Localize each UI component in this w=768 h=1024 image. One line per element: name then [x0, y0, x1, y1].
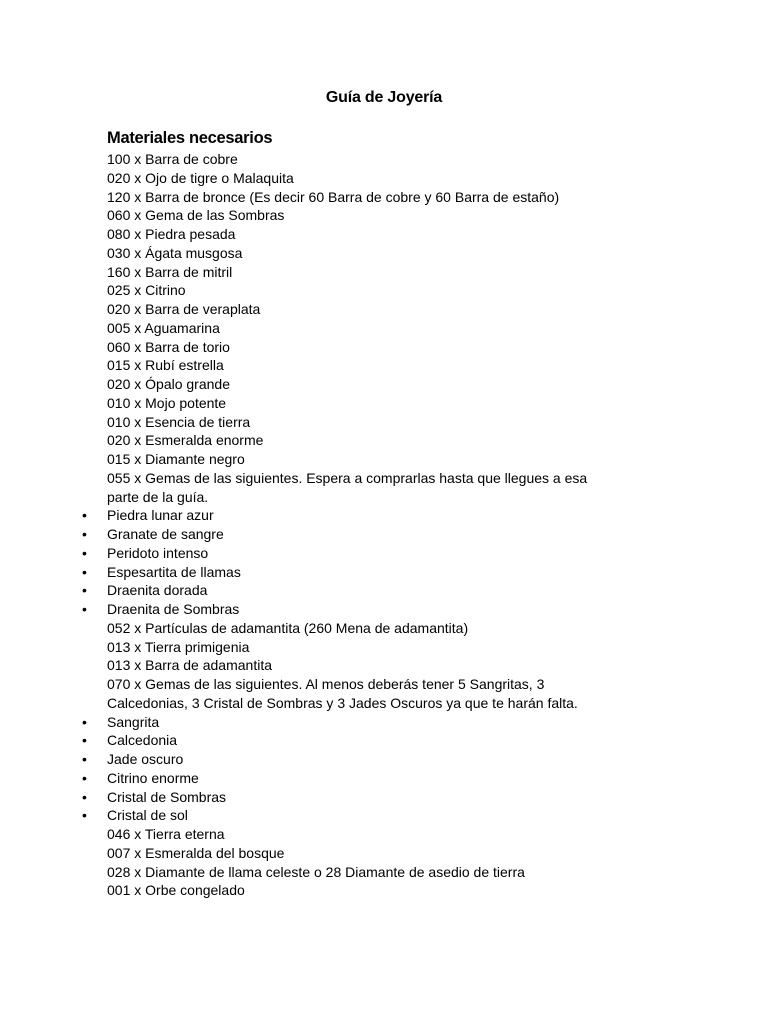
bullet-icon: •	[82, 713, 87, 730]
line-text: Sangrita	[107, 713, 160, 730]
material-line	[0, 694, 768, 713]
material-line	[0, 488, 768, 507]
bullet-list-item	[0, 563, 768, 582]
material-line	[0, 675, 768, 694]
material-line	[0, 375, 768, 394]
line-text: Citrino enorme	[107, 769, 199, 786]
bullet-icon: •	[82, 751, 87, 767]
line-text: Granate de sangre	[107, 526, 224, 542]
line-text: 007 x Esmeralda del bosque	[107, 844, 285, 861]
line-text: 055 x Gemas de las siguientes. Espera a comprarlas hasta que llegues a esa	[107, 469, 588, 486]
bullet-list-item	[0, 769, 768, 788]
line-text: 001 x Orbe congelado	[107, 882, 245, 899]
material-line	[0, 263, 768, 282]
line-text: 120 x Barra de bronce (Es decir 60 Barra de cobre y 60 Barra de estaño)	[107, 188, 560, 205]
material-line	[0, 244, 768, 263]
material-line	[0, 431, 768, 450]
material-line	[0, 300, 768, 319]
bullet-icon: •	[82, 807, 87, 824]
line-text: 020 x Ópalo grande	[107, 376, 230, 392]
bullet-list-item	[0, 788, 768, 807]
material-line	[0, 206, 768, 225]
bullet-icon: •	[82, 582, 87, 599]
line-text: 005 x Aguamarina	[107, 319, 220, 336]
material-line	[0, 881, 768, 900]
material-line	[0, 450, 768, 469]
bullet-icon: •	[82, 526, 87, 542]
line-text: Draenita dorada	[107, 582, 208, 599]
line-text: Peridoto intenso	[107, 544, 209, 561]
line-text: Jade oscuro	[107, 751, 184, 767]
material-line	[0, 169, 768, 188]
bullet-icon: •	[82, 788, 87, 805]
line-text: 052 x Partículas de adamantita (260 Mena de adamantita)	[107, 619, 469, 636]
line-text: 013 x Tierra primigenia	[107, 638, 250, 655]
line-text: 010 x Esencia de tierra	[107, 413, 251, 430]
material-line	[0, 656, 768, 675]
bullet-icon: •	[82, 601, 87, 617]
bullet-icon: •	[82, 769, 87, 786]
line-text: 080 x Piedra pesada	[107, 226, 236, 242]
line-text: 020 x Barra de veraplata	[107, 301, 261, 317]
line-text: 020 x Esmeralda enorme	[107, 432, 264, 449]
line-text: 010 x Mojo potente	[107, 394, 227, 411]
section-heading: Materiales necesarios	[107, 129, 273, 147]
line-text: 060 x Barra de torio	[107, 338, 230, 355]
line-text: 015 x Rubí estrella	[107, 357, 224, 374]
bullet-list-item	[0, 525, 768, 544]
bullet-list-item	[0, 544, 768, 563]
line-text: 028 x Diamante de llama celeste o 28 Diamante de asedio de tierra	[107, 863, 525, 880]
line-text: Draenita de Sombras	[107, 601, 240, 617]
line-text: 013 x Barra de adamantita	[107, 657, 272, 674]
line-text: 015 x Diamante negro	[107, 451, 245, 467]
line-text: 025 x Citrino	[107, 282, 186, 299]
bullet-list-item	[0, 806, 768, 825]
material-line	[0, 356, 768, 375]
line-text: 160 x Barra de mitril	[107, 263, 233, 280]
material-line	[0, 844, 768, 863]
line-text: 100 x Barra de cobre	[107, 151, 238, 167]
bullet-icon: •	[82, 732, 87, 749]
material-line	[0, 319, 768, 338]
material-line	[0, 394, 768, 413]
line-text: Piedra lunar azur	[107, 507, 214, 524]
material-line	[0, 469, 768, 488]
line-text: 060 x Gema de las Sombras	[107, 207, 285, 224]
line-text: Calcedonia	[107, 732, 178, 749]
bullet-list-item	[0, 731, 768, 750]
bullet-icon: •	[82, 544, 87, 561]
material-line	[0, 863, 768, 882]
line-text: Cristal de sol	[107, 807, 188, 824]
line-text: 046 x Tierra eterna	[107, 826, 225, 842]
page-title: Guía de Joyería	[325, 89, 443, 106]
material-line	[0, 413, 768, 432]
line-text: parte de la guía.	[107, 488, 209, 505]
line-text: 070 x Gemas de las siguientes. Al menos deberás tener 5 Sangritas, 3	[107, 676, 545, 692]
bullet-list-item	[0, 506, 768, 525]
line-text: Espesartita de llamas	[107, 563, 241, 580]
bullet-list-item	[0, 600, 768, 619]
material-line	[0, 150, 768, 169]
line-text: 020 x Ojo de tigre o Malaquita	[107, 169, 294, 186]
material-line	[0, 619, 768, 638]
material-line	[0, 338, 768, 357]
material-line	[0, 281, 768, 300]
line-text: Calcedonias, 3 Cristal de Sombras y 3 Jades Oscuros ya que te harán falta.	[107, 694, 578, 711]
bullet-icon: •	[82, 507, 87, 524]
bullet-list-item	[0, 713, 768, 732]
bullet-icon: •	[82, 563, 87, 580]
line-text: 030 x Ágata musgosa	[107, 244, 243, 261]
material-line	[0, 825, 768, 844]
material-line	[0, 638, 768, 657]
material-line	[0, 225, 768, 244]
materials-list	[0, 150, 768, 900]
bullet-list-item	[0, 750, 768, 769]
line-text: Cristal de Sombras	[107, 788, 227, 805]
bullet-list-item	[0, 581, 768, 600]
material-line	[0, 188, 768, 207]
